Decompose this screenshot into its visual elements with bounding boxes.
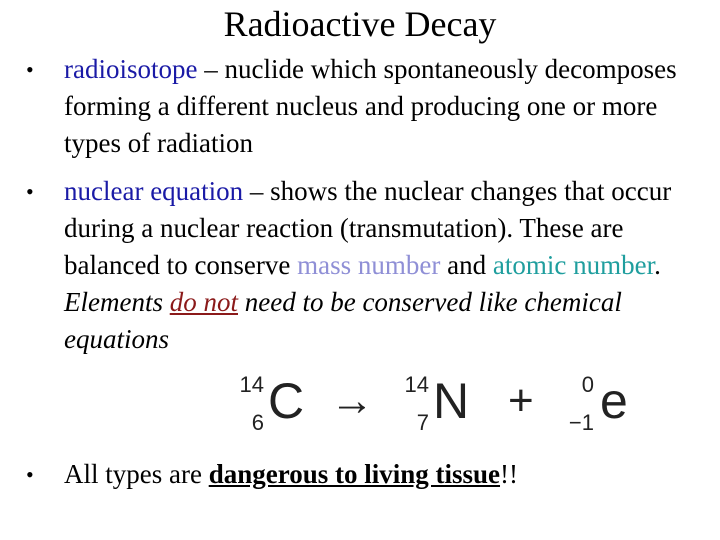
bullet-nuclear-equation [26,173,704,358]
carbon-symbol: C [268,373,305,429]
danger-text-end: !! [500,459,518,489]
bullet-radioisotope [26,51,704,162]
emphasis-do-not: do not [169,287,238,317]
italic-elements: Elements [64,287,170,317]
carbon-atomic-number: 6 [251,410,264,435]
electron-mass-number: 0 [581,372,594,397]
nuclear-equation-example [230,368,650,438]
carbon-mass-number: 14 [239,372,264,397]
bullet-danger [26,456,704,493]
term-radioisotope: radioisotope [64,54,198,84]
slide-title: Radioactive Decay [223,4,497,44]
bullet-dot: • [26,179,34,204]
term-atomic-number: atomic number [492,250,655,280]
conjunction-and: and [440,250,493,280]
definition-nuclear-equation: – shows the nuclear changes that occur during a nuclear reaction (transmutation). These are balanced to conserve [64,176,672,280]
plus-sign: + [508,376,534,425]
term-mass-number: mass number [297,250,441,280]
nitrogen-mass-number: 14 [404,372,429,397]
reaction-arrow: → [330,376,374,425]
definition-radioisotope: – nuclide which spontaneously decomposes forming a different nucleus and producing one or more types of radiation [64,54,677,158]
danger-text-start: All types are [64,459,209,489]
italic-rest: need to be conserved like chemical equations [64,287,622,354]
bullet-dot: • [26,462,34,487]
term-nuclear-equation: nuclear equation [64,176,244,206]
bullet-dot: • [26,57,34,82]
nitrogen-atomic-number: 7 [416,410,429,435]
danger-emphasis: dangerous to living tissue [208,459,501,489]
nitrogen-symbol: N [433,373,470,429]
electron-atomic-number: −1 [568,410,594,435]
electron-symbol: e [600,373,628,429]
sentence-end: . [654,250,661,280]
